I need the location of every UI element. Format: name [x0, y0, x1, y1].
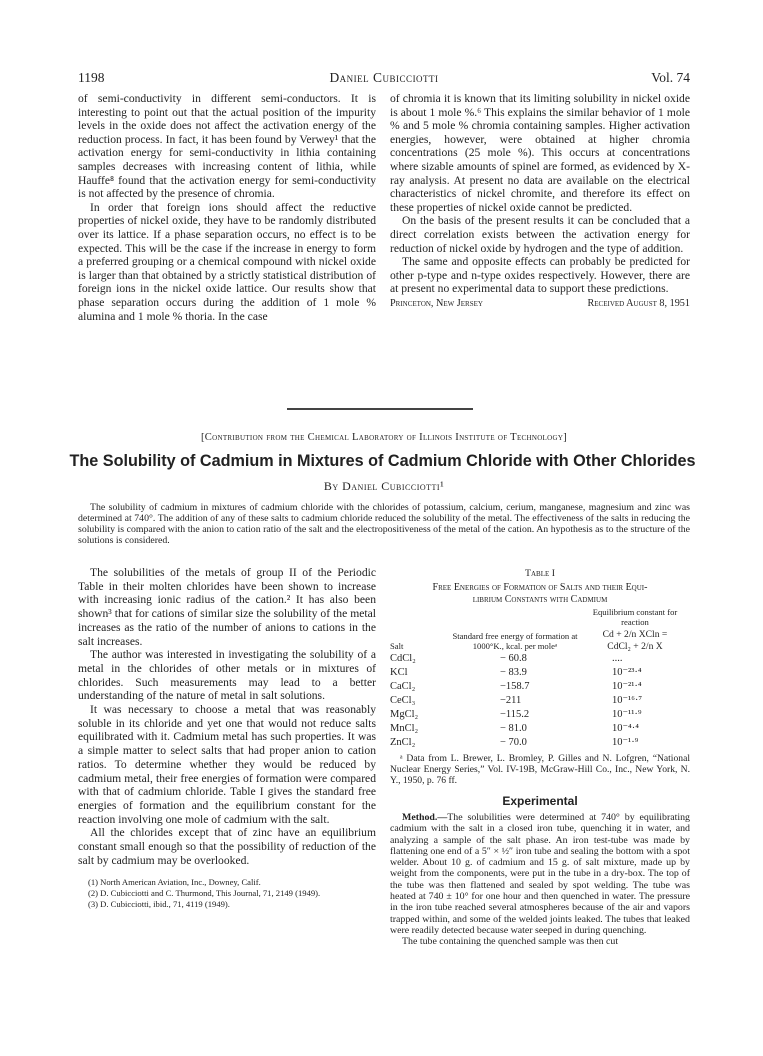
table-row	[390, 679, 690, 693]
cell-salt: MnCl₂	[390, 722, 419, 734]
cell-constant: 10⁻¹·⁹	[612, 737, 639, 748]
top-left-column	[78, 92, 376, 323]
cell-salt: CaCl₂	[390, 680, 416, 692]
signoff-place: Princeton, New Jersey	[390, 297, 483, 309]
cell-constant: 10⁻²³·⁴	[612, 667, 642, 678]
paragraph: The solubilities of the metals of group II of the Periodic Table in their molten chlorides have been shown to increase with increasing ionic radius of the cation.² It has also been shown³ that for cations of similar size the solubility of the metal increases as the ratio of the number of anions to cations in the salt increases.	[78, 566, 376, 648]
contribution-line: [Contribution from the Chemical Laboratory of Illinois Institute of Technology]	[200, 432, 568, 443]
reaction-equation: CdCl₂ + 2/n X	[607, 640, 663, 652]
signoff-received: Received August 8, 1951	[587, 297, 690, 309]
cell-salt: CdCl₂	[390, 652, 416, 664]
method-text: The solubilities were determined at 740° by equilibrating cadmium with the salt in a closed iron tube, quenching it in water, and analyzing a sample of the salt phase. An iron test-tube was made by flattening one end of a 5″ × ½″ iron tube and sealing the bottom with a spot welder. About 10 g. of cadmium and 15 g. of salt mixture, made up by weight from the components, were put in the tube in a dry-box. The top of the tube was then flattened and sealed by spot welding. The tube was heated at 740 ± 10° for one hour and then quenched in water. The pressure in the iron tube reached several atmospheres because of the air and vapors trapped within, and some of the welded joints leaked. The tubes that leaked were readily detected because water seeped in during quenching.	[390, 812, 690, 936]
author-byline: By Daniel Cubicciotti¹	[323, 479, 445, 493]
abstract-text: The solubility of cadmium in mixtures of cadmium chloride with the chlorides of potassium, calcium, cerium, manganese, magnesium and zinc was determined at 740°. The addition of any of these salts to cadmium chloride reduced the solubility of the metal. The effectiveness of the salts in reducing the solubility is compared with the anion to cation ratio of the salt and the electropositiveness of the metal of the cation. An hypothesis as to the structure of the solutions is considered.	[78, 502, 690, 546]
page-number: 1198	[78, 70, 105, 85]
table-caption-line: librium Constants with Cadmium	[472, 594, 608, 605]
cell-energy: − 83.9	[500, 666, 527, 678]
cell-energy: − 60.8	[500, 652, 527, 664]
cell-constant: 10⁻¹¹·⁹	[612, 709, 642, 720]
table-row	[390, 693, 690, 707]
paragraph: of semi-conductivity in different semi-conductors. It is interesting to point out that the actual position of the impurity levels in the oxide does not affect the activation energy of the reduction process. In fact, it has been found by Verwey¹ that the activation energy for semi-conductivity in lithia containing samples decreases with increasing content of lithia, while Hauffe⁸ found that the activation energy for semi-conductivity is not affected by the presence of chromia.	[78, 92, 376, 201]
reaction-equation: Cd + 2/n XCln =	[602, 629, 668, 640]
cell-salt: CeCl₃	[390, 694, 416, 706]
bottom-right-column	[390, 568, 690, 948]
paragraph: The author was interested in investigating the solubility of a metal in the chlorides of other metals or in mixtures of chlorides. Such measurements may lead to a better understanding of the nature of metal in salt solutions.	[78, 648, 376, 703]
bottom-left-column	[78, 566, 376, 910]
footnote: (2) D. Cubicciotti and C. Thurmond, This Journal, 71, 2149 (1949).	[88, 888, 321, 899]
table-row	[390, 707, 690, 721]
cell-constant: 10⁻²¹·⁴	[612, 681, 642, 692]
table-footnote: ᵃ Data from L. Brewer, L. Bromley, P. Gilles and N. Lofgren, “National Nuclear Energy Series,” Vol. IV-19B, McGraw-Hill Co., Inc., New York, N. Y., 1950, p. 76 ff.	[390, 753, 690, 786]
paragraph: It was necessary to choose a metal that was reasonably soluble in its chloride and yet one that would not reduce salts equilibrated with it. Cadmium metal has such properties. It was a simple matter to select salts that had proper anion to cation ratios. To determine whether they would be reduced by cadmium metal, their free energies of formation were compared with that of cadmium chloride. Table I gives the standard free energies of formation and the equilibrium constant for the reaction involving one mole of cadmium with the salt.	[78, 703, 376, 826]
cell-energy: − 70.0	[500, 736, 527, 748]
running-title: Daniel Cubicciotti	[329, 70, 439, 85]
free-energy-table	[390, 608, 690, 749]
col-header-energy: Standard free energy of formation at 1000°K., kcal. per moleᵃ	[452, 631, 578, 651]
table-row	[390, 651, 690, 665]
table-caption-line: Free Energies of Formation of Salts and their Equi-	[432, 582, 648, 593]
col-header-salt: Salt	[390, 641, 404, 651]
cell-constant: ....	[612, 652, 623, 664]
table-row	[390, 735, 690, 749]
cell-energy: −158.7	[500, 680, 530, 692]
cell-constant: 10⁻¹⁶·⁷	[612, 695, 643, 706]
cell-energy: − 81.0	[500, 722, 527, 734]
runin-heading: Method.—	[402, 812, 448, 823]
cell-constant: 10⁻⁴·⁴	[612, 723, 639, 734]
abstract	[78, 502, 690, 546]
top-right-column	[390, 92, 690, 311]
experimental-text	[390, 812, 690, 948]
paragraph: All the chlorides except that of zinc have an equilibrium constant small enough so that the possibility of reduction of the salt by cadmium may be overlooked.	[78, 826, 376, 867]
table-row	[390, 665, 690, 679]
col-header-constant: Equilibrium constant for reaction	[592, 607, 678, 627]
footnotes	[78, 877, 376, 910]
section-heading: Experimental	[502, 794, 578, 808]
footnote: (1) North American Aviation, Inc., Downey, Calif.	[88, 877, 261, 888]
paragraph: The tube containing the quenched sample was then cut	[402, 936, 619, 948]
section-divider	[287, 408, 473, 410]
paragraph: The same and opposite effects can probably be predicted for other p-type and n-type oxides respectively. However, there are at present no experimental data to support these predictions.	[390, 255, 690, 296]
article-title: The Solubility of Cadmium in Mixtures of Cadmium Chloride with Other Chlorides	[69, 452, 696, 470]
cell-salt: KCl	[390, 666, 408, 678]
table-label: Table I	[525, 568, 555, 579]
signoff	[390, 297, 690, 311]
volume-number: Vol. 74	[651, 70, 690, 85]
footnote: (3) D. Cubicciotti, ibid., 71, 4119 (1949).	[88, 899, 230, 910]
cell-energy: −211	[500, 694, 522, 706]
cell-energy: −115.2	[500, 708, 530, 720]
cell-salt: MgCl₂	[390, 708, 419, 720]
table-caption	[390, 582, 690, 606]
paragraph: On the basis of the present results it can be concluded that a direct correlation exists between the activation energy for reduction of nickel oxide by hydrogen and the type of addition.	[390, 214, 690, 255]
paragraph: of chromia it is known that its limiting solubility in nickel oxide is about 1 mole %.⁶ This explains the similar behavior of 1 mole % and 5 mole % chromia containing samples. Higher activation energies, however, were obtained at higher chromia concentrations (25 mole %). This occurs at concentrations where sizable amounts of spinel are formed, as evidenced by X-ray analysis. At present no data are available on the electrical characteristics of nickel chromite, and therefore its effect on these properties of nickel oxide cannot be predicted.	[390, 92, 690, 214]
cell-salt: ZnCl₂	[390, 736, 416, 748]
paragraph: In order that foreign ions should affect the reductive properties of nickel oxide, they have to be randomly distributed over its lattice. If a phase separation occurs, no effect is to be expected. This will be the case if the increase in energy to form a preferred grouping or a chemical compound with nickel oxide is larger than that obtained by a strictly statistical distribution of foreign ions in the nickel oxide lattice. Our results show that phase separation occurs during the addition of 1 mole % alumina and 1 mole % thoria. In the case	[78, 200, 376, 323]
table-row	[390, 721, 690, 735]
